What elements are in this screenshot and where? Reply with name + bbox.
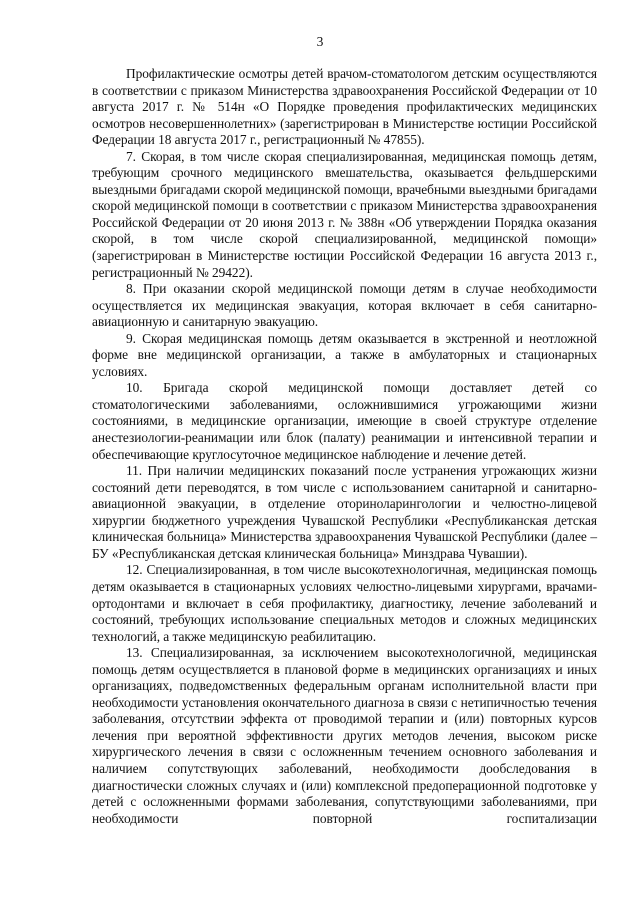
paragraph-9: 9. Скорая медицинская помощь детям оказывается в экстренной и неотложной форме вне медицинской организации, а также в амбулаторных и стационарных условиях. xyxy=(92,330,597,379)
paragraph-8: 8. При оказании скорой медицинской помощи детям в случае необходимости осуществляется их медицинская эвакуация, которая включает в себя санитарно-авиационную и санитарную эвакуацию. xyxy=(92,281,597,330)
paragraph-10: 10. Бригада скорой медицинской помощи доставляет детей со стоматологическими заболеваниями, осложнившимися угрожающими жизни состояниями, в медицинские организации, имеющие в своей структуре отделение анестезиологии-реанимации или блок (палату) реанимации и интенсивной терапии и обеспечивающие круглосуточное медицинское наблюдение и лечение детей. xyxy=(92,380,597,462)
paragraph-12: 12. Специализированная, в том числе высокотехнологичная, медицинская помощь детям оказывается в стационарных условиях челюстно-лицевыми хирургами, врачами-ортодонтами и включает в себя профилактику, диагностику, лечение заболеваний и состояний, требующих использование специальных методов и сложных медицинских технологий, а также медицинскую реабилитацию. xyxy=(92,562,597,644)
paragraph-7: 7. Скорая, в том числе скорая специализированная, медицинская помощь детям, требующим срочного медицинского вмешательства, оказывается фельдшерскими выездными бригадами скорой медицинской помощи, врачебными выездными бригадами скорой медицинской помощи в соответствии с приказом Министерства здравоохранения Российской Федерации от 20 июня 2013 г. № 388н «Об утверждении Порядка оказания скорой, в том числе скорой специализированной, медицинской помощи» (зарегистрирован в Министерстве юстиции Российской Федерации 16 августа 2013 г., регистрационный № 29422). xyxy=(92,148,597,280)
document-body xyxy=(92,66,597,827)
paragraph-11: 11. При наличии медицинских показаний после устранения угрожающих жизни состояний дети переводятся, в том числе с использованием санитарной и санитарно-авиационной эвакуации, в отделение оториноларингологии и челюстно-лицевой хирургии бюджетного учреждения Чувашской Республики «Республиканская детская клиническая больница» Министерства здравоохранения Чувашской Республики (далее – БУ «Республиканская детская клиническая больница» Минздрава Чувашии). xyxy=(92,463,597,561)
page-number: 3 xyxy=(316,34,324,49)
paragraph-preventive-examinations: Профилактические осмотры детей врачом-стоматологом детским осуществляются в соответствии с приказом Министерства здравоохранения Российской Федерации от 10 августа 2017 г. № 514н «О Порядке проведения профилактических медицинских осмотров несовершеннолетних» (зарегистрирован в Министерстве юстиции Российской Федерации 18 августа 2017 г., регистрационный № 47855). xyxy=(92,66,597,148)
paragraph-13: 13. Специализированная, за исключением высокотехнологичной, медицинская помощь детям осуществляется в плановой форме в медицинских организациях и иных организациях, подведомственных федеральным органам исполнительной власти при необходимости установления окончательного диагноза в связи с нетипичностью течения заболевания, отсутствии эффекта от проводимой терапии и (или) повторных курсов лечения при вероятной эффективности других методов лечения, высоком риске хирургического лечения в связи с осложненным течением основного заболевания и наличием сопутствующих заболеваний, необходимости дообследования в диагностически сложных случаях и (или) комплексной предоперационной подготовке у детей с осложненными формами заболевания, сопутствующими заболеваниями, при необходимости повторной госпитализации xyxy=(92,645,597,826)
